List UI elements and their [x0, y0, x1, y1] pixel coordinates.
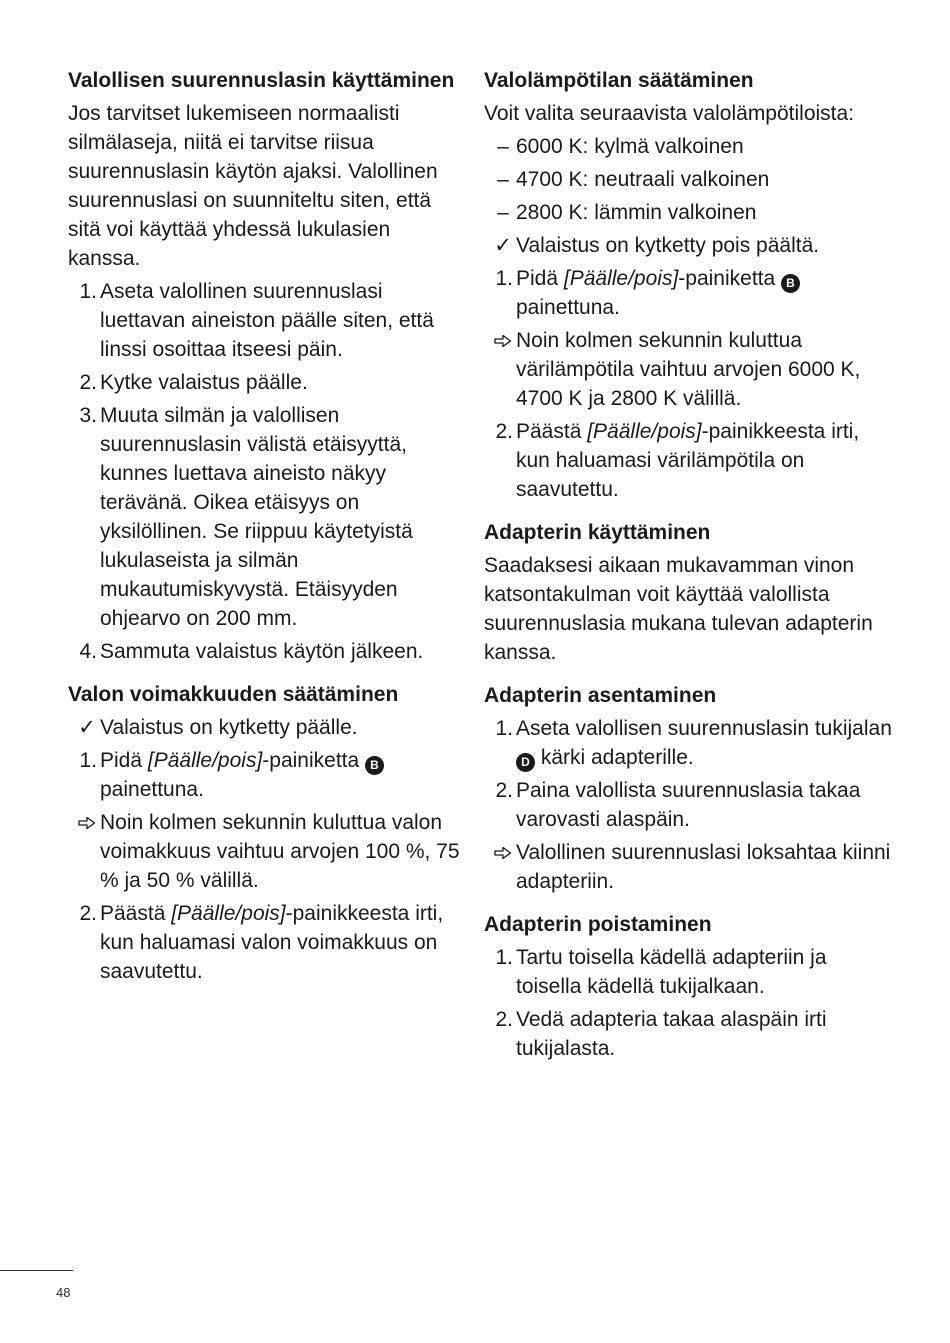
button-name: [Päälle/pois]: [147, 749, 263, 772]
section-title-magnifier-use: Valollisen suurennuslasin käyttäminen: [68, 69, 455, 92]
step-text: Sammuta valaistus käytön jälkeen.: [100, 640, 424, 663]
list-item: [484, 198, 894, 227]
step-text: Vedä adapteria takaa alaspäin irti tukijalasta.: [516, 1008, 827, 1060]
dash-bullet: –: [497, 135, 509, 158]
list-item: [484, 264, 894, 322]
list-item: [484, 165, 894, 194]
step-text-part: Päästä: [516, 420, 588, 443]
circled-letter-icon: B: [781, 274, 800, 293]
result: [484, 838, 894, 896]
footer-rule: [0, 1270, 73, 1271]
list-item: [68, 746, 468, 804]
result-text: Valollinen suurennuslasi loksahtaa kiinni adapteriin.: [516, 841, 891, 893]
list-item: [68, 368, 468, 397]
check-mark-icon: ✓: [78, 716, 96, 739]
step-text-part: kärki adapterille.: [535, 746, 694, 769]
result-text: Noin kolmen sekunnin kuluttua värilämpötila vaihtuu arvojen 6000 K, 4700 K ja 2800 K välillä.: [516, 329, 861, 410]
precondition: [68, 713, 468, 742]
step-number: 2.: [79, 371, 97, 394]
step-text: [516, 264, 894, 322]
list-item: [484, 132, 894, 161]
section-title-brightness: Valon voimakkuuden säätäminen: [68, 683, 399, 706]
step-number: 2.: [495, 1008, 513, 1031]
step-number: 2.: [495, 779, 513, 802]
step-number: 3.: [79, 404, 97, 427]
magnifier-use-intro: Jos tarvitset lukemiseen normaalisti silmälaseja, niitä ei tarvitse riisua suurennuslasin käytön ajaksi. Valollinen suurennuslasi on suunniteltu siten, että sitä voi käyttää yhdessä lukulasien kanssa.: [68, 102, 438, 270]
result-arrow-icon: [68, 808, 100, 895]
list-item: [484, 714, 894, 772]
precondition-text: Valaistus on kytketty päälle.: [100, 716, 358, 739]
step-text-part: Päästä: [100, 902, 172, 925]
step-text-part: -painiketta: [678, 267, 782, 290]
step-number: 1.: [495, 946, 513, 969]
step-text-part: -painikkeesta irti, kun haluamasi värilämpötila on saavutettu.: [516, 420, 860, 501]
adapter-use-text: Saadaksesi aikaan mukavamman vinon katsontakulman voit käyttää valollista suurennuslasia mukana tulevan adapterin kanssa.: [484, 554, 873, 664]
step-text: [516, 417, 894, 504]
result-arrow-icon: [484, 326, 516, 413]
step-text: Tartu toisella kädellä adapteriin ja toisella kädellä tukijalkaan.: [516, 946, 827, 998]
precondition-text: Valaistus on kytketty pois päältä.: [516, 234, 820, 257]
step-text: [100, 899, 468, 986]
color-temperature-intro: Voit valita seuraavista valolämpötiloista:: [484, 102, 855, 125]
dash-bullet: –: [497, 201, 509, 224]
list-item: [484, 943, 894, 1001]
step-text-part: Pidä: [100, 749, 148, 772]
list-item: [68, 637, 468, 666]
result: [68, 808, 468, 895]
step-text: Muuta silmän ja valollisen suurennuslasin välistä etäisyyttä, kunnes luettava aineisto näkyy terävänä. Oikea etäisyys on yksilöllinen. Se riippuu käytetyistä lukulaseista ja silmän mukautumiskyvystä. Etäisyyden ohjearvo on 200 mm.: [100, 404, 413, 630]
step-number: 1.: [495, 717, 513, 740]
step-text-part: painettuna.: [516, 296, 620, 319]
step-text: Kytke valaistus päälle.: [100, 371, 308, 394]
option-text: 4700 K: neutraali valkoinen: [516, 168, 770, 191]
step-text-part: Aseta valollisen suurennuslasin tukijalan: [516, 717, 892, 740]
step-number: 1.: [495, 267, 513, 290]
step-number: 1.: [79, 749, 97, 772]
result-arrow-icon: [484, 838, 516, 896]
list-item: [484, 776, 894, 834]
list-item: [484, 417, 894, 504]
step-text: [100, 746, 468, 804]
list-item: [68, 277, 468, 364]
step-text: Paina valollista suurennuslasia takaa varovasti alaspäin.: [516, 779, 861, 831]
check-mark-icon: ✓: [494, 234, 512, 257]
button-name: [Päälle/pois]: [563, 267, 679, 290]
list-item: [68, 899, 468, 986]
step-number: 2.: [79, 902, 97, 925]
circled-letter-icon: B: [365, 756, 384, 775]
right-column: [484, 66, 894, 1067]
dash-bullet: –: [497, 168, 509, 191]
step-number: 4.: [79, 640, 97, 663]
left-column: [68, 66, 468, 990]
step-number: 2.: [495, 420, 513, 443]
step-text-part: -painiketta: [262, 749, 366, 772]
button-name: [Päälle/pois]: [171, 902, 286, 925]
step-text-part: Pidä: [516, 267, 564, 290]
circled-letter-icon: D: [516, 753, 535, 772]
option-text: 6000 K: kylmä valkoinen: [516, 135, 744, 158]
step-text: Aseta valollinen suurennuslasi luettavan aineiston päälle siten, että linssi osoittaa itseesi päin.: [100, 280, 434, 361]
button-name: [Päälle/pois]: [587, 420, 702, 443]
step-number: 1.: [79, 280, 97, 303]
section-title-color-temperature: Valolämpötilan säätäminen: [484, 69, 754, 92]
list-item: [484, 1005, 894, 1063]
step-text-part: -painikkeesta irti, kun haluamasi valon voimakkuus on saavutettu.: [100, 902, 444, 983]
step-text-part: painettuna.: [100, 778, 204, 801]
option-text: 2800 K: lämmin valkoinen: [516, 201, 757, 224]
precondition: [484, 231, 894, 260]
page-number: 48: [56, 1285, 71, 1300]
section-title-adapter-install: Adapterin asentaminen: [484, 684, 717, 707]
result-text: Noin kolmen sekunnin kuluttua valon voimakkuus vaihtuu arvojen 100 %, 75 % ja 50 % välillä.: [100, 811, 460, 892]
step-text: [516, 714, 894, 772]
section-title-adapter-remove: Adapterin poistaminen: [484, 913, 712, 936]
result: [484, 326, 894, 413]
section-title-adapter-use: Adapterin käyttäminen: [484, 521, 711, 544]
list-item: [68, 401, 468, 633]
